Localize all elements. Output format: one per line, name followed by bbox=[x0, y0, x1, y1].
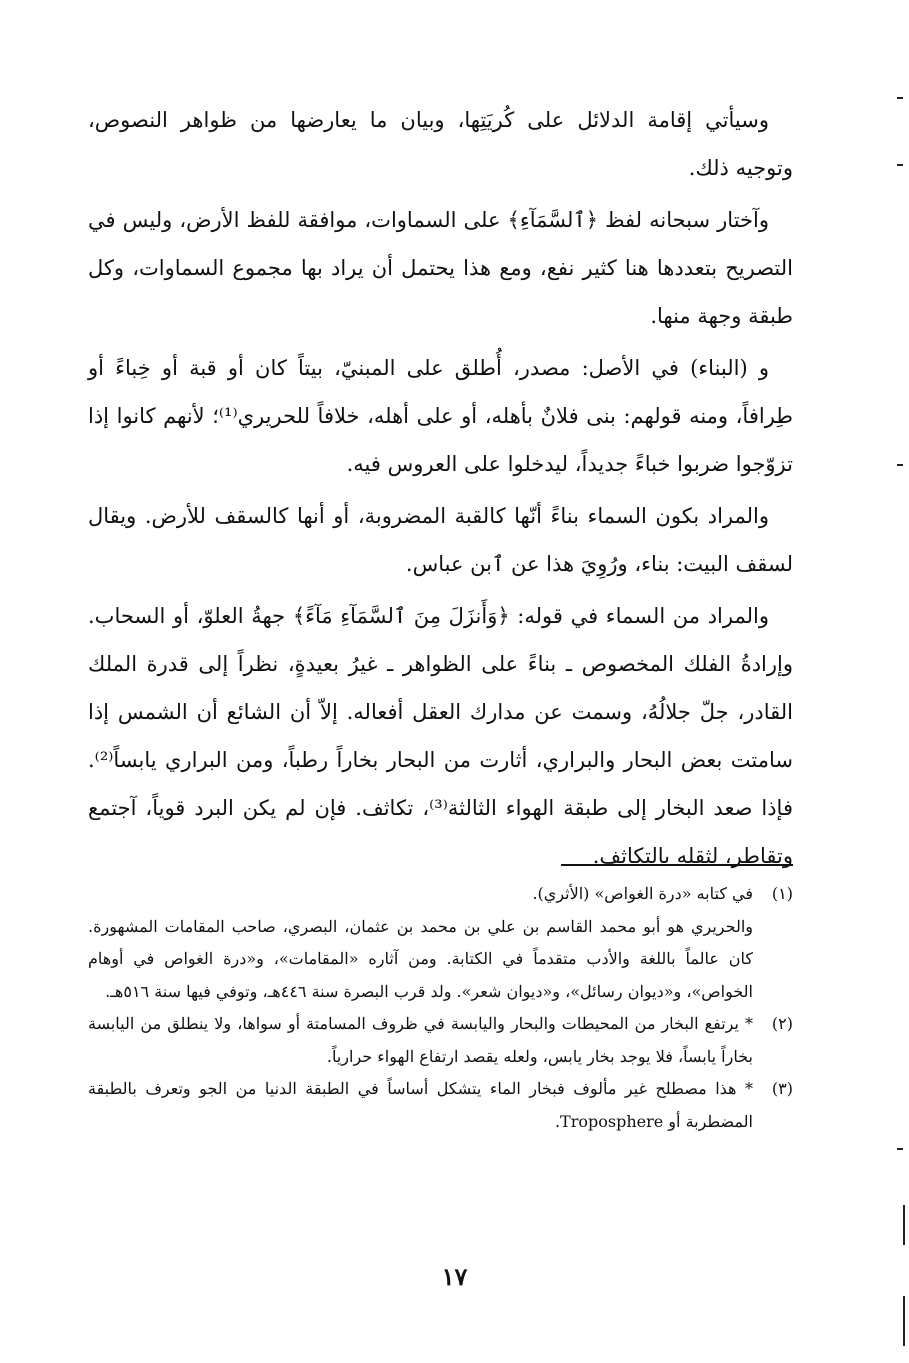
footnote-body bbox=[88, 1073, 753, 1138]
footnote-number: (٣) bbox=[771, 1079, 793, 1098]
page-number: ١٧ bbox=[441, 1262, 468, 1291]
paragraph-2: وآختار سبحانه لفظ ﴿ٱلسَّمَآءِ﴾ على السماوات، موافقة للفظ الأرض، وليس في التصريح بتعددها هنا كثير نفع، ومع هذا يحتمل أن يراد بها مجموع السماوات، وكل طبقة وجهة منها. bbox=[88, 208, 793, 328]
footnote-text: * هذا مصطلح غير مألوف فبخار الماء يتشكل أساساً في الطبقة الدنيا من الجو وتعرف بالطبقة المضطربة أو Troposphere. bbox=[88, 1079, 753, 1131]
footnote-number: (١) bbox=[771, 884, 793, 903]
margin-mark bbox=[897, 464, 903, 466]
edge-mark bbox=[903, 1205, 905, 1245]
margin-mark bbox=[897, 97, 903, 99]
footnote-text: في كتابه «درة الغواص» (الأثري). bbox=[532, 884, 753, 903]
paragraph-1: وسيأتي إقامة الدلائل على كُريَتِها، وبيان ما يعارضها من ظواهر النصوص، وتوجيه ذلك. bbox=[88, 108, 793, 180]
paragraph-5: والمراد من السماء في قوله: ﴿وَأَنزَلَ مِنَ ٱلسَّمَآءِ مَآءً﴾ جهةُ العلوّ، أو السحاب. وإرادةُ الفلك المخصوص ـ بناءً على الظواهر ـ غيرُ بعيدةٍ، نظراً إلى قدرة الملك القادر، جلّ جلالُهُ، وسمت عن مدارك العقل أفعاله. إلاّ أن الشائع أن الشمس إذا سامتت بعض البحار والبراري، أثارت من البحار بخاراً رطباً، ومن البراري يابساً⁽²⁾. فإذا صعد البخار إلى طبقة الهواء الثالثة⁽³⁾، تكاثف. فإن لم يكن البرد قوياً، آجتمع وتقاطر، لثقله بالتكاثف. bbox=[88, 604, 793, 868]
paragraph-4: والمراد بكون السماء بناءً أنّها كالقبة المضروبة، أو أنها كالسقف للأرض. ويقال لسقف البيت: بناء، ورُوِيَ هذا عن ٱبن عباس. bbox=[88, 504, 793, 576]
margin-mark bbox=[897, 164, 903, 166]
footnote-3 bbox=[88, 1073, 793, 1138]
paragraph-3: و (البناء) في الأصل: مصدر، أُطلق على المبنيّ، بيتاً كان أو قبة أو خِباءً أو طِرافاً، ومنه قولهم: بنى فلانٌ بأهله، أو على أهله، خلافاً للحريري⁽¹⁾؛ لأنهم كانوا إذا تزوّجوا ضربوا خباءً جديداً، ليدخلوا على العروس فيه. bbox=[88, 356, 794, 476]
footnote-number: (٢) bbox=[771, 1014, 793, 1033]
footnote-2 bbox=[88, 1008, 793, 1073]
footnote-1 bbox=[88, 878, 793, 1008]
main-text-block bbox=[88, 96, 793, 884]
footnote-body bbox=[88, 1008, 753, 1073]
footnote-separator bbox=[561, 864, 793, 866]
footnote-body bbox=[88, 878, 753, 1008]
footnote-text: والحريري هو أبو محمد القاسم بن علي بن محمد بن عثمان، البصري، صاحب المقامات المشهورة. كان عالماً باللغة والأدب متقدماً في الكتابة. ومن آثاره «المقامات»، و«درة الغواص في أوهام الخواص»، و«ديوان رسائل»، و«ديوان شعر». ولد قرب البصرة سنة ٤٤٦هـ، وتوفي فيها سنة ٥١٦هـ. bbox=[88, 916, 753, 1001]
margin-mark bbox=[897, 1148, 903, 1150]
footnotes bbox=[88, 878, 793, 1138]
footnote-text: * يرتفع البخار من المحيطات والبحار واليابسة في ظروف المسامتة أو سواها، ولا ينطلق من اليابسة بخاراً يابساً، فلا يوجد بخار يابس، ولعله يقصد ارتفاع الهواء حرارياً. bbox=[88, 1014, 753, 1066]
edge-mark bbox=[903, 1296, 905, 1346]
